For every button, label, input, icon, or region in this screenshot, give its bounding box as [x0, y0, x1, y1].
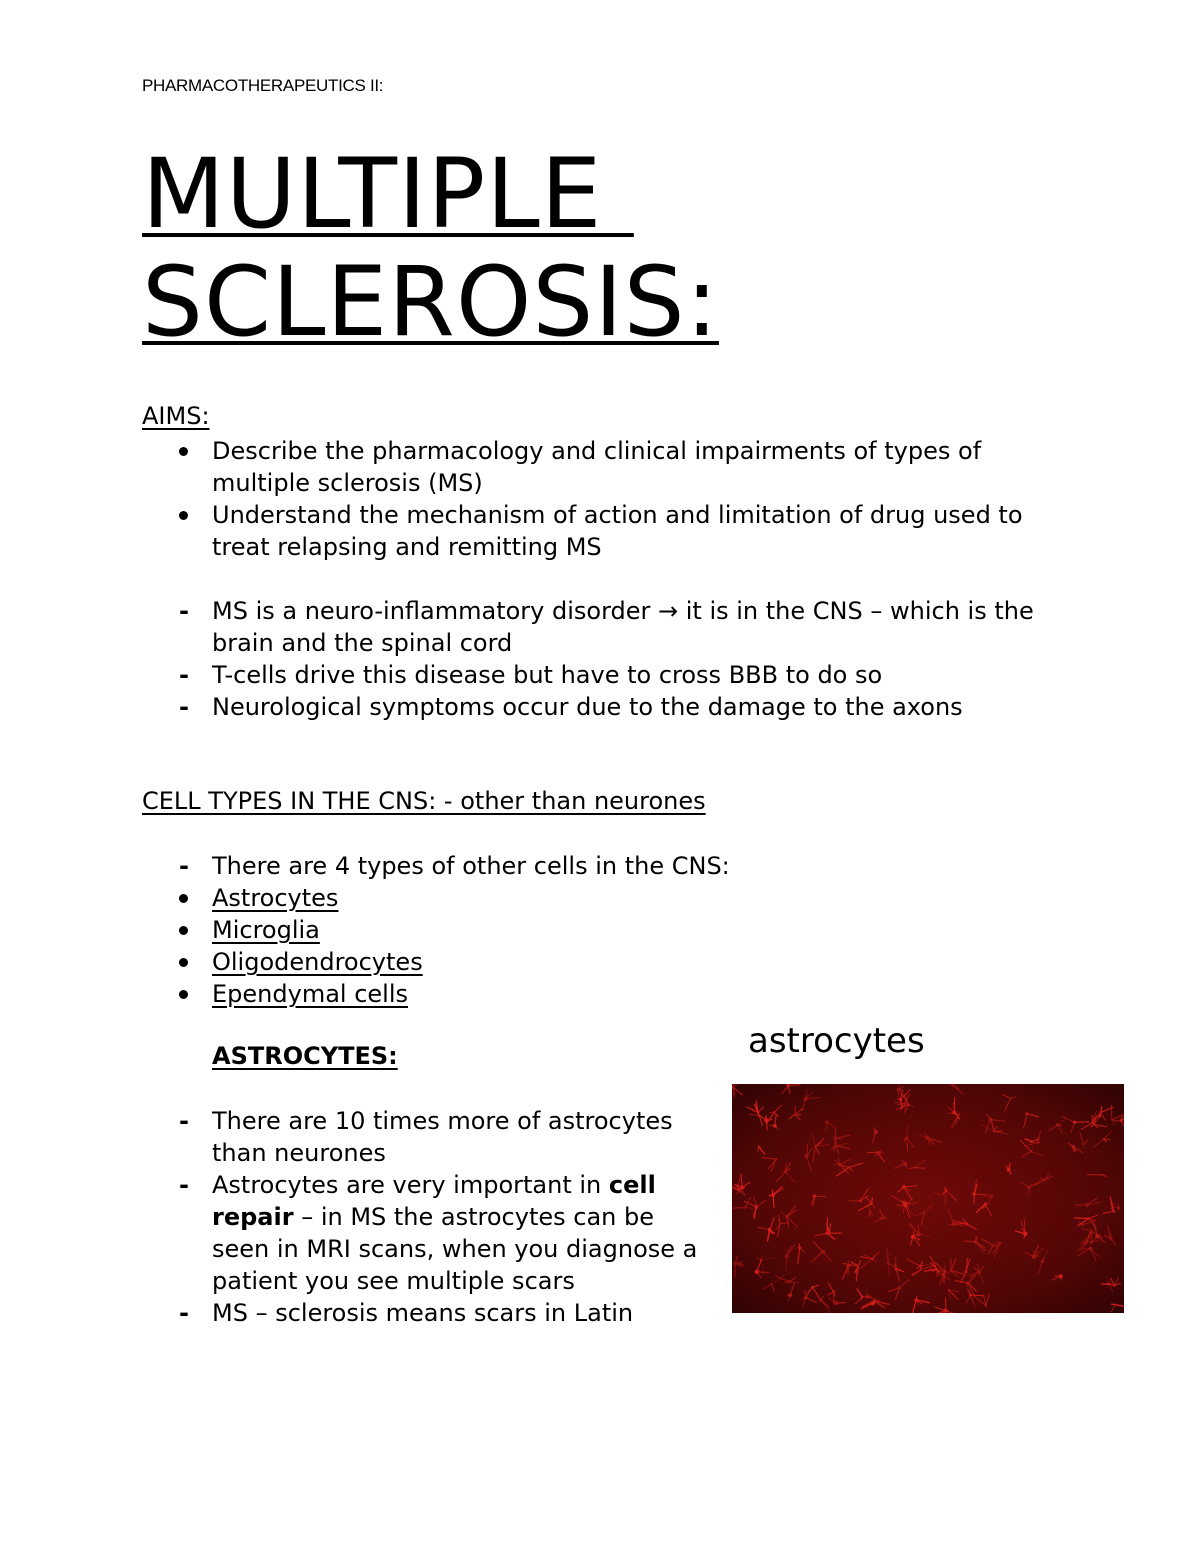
dash-icon: -: [179, 1171, 189, 1199]
list-item: - T-cells drive this disease but have to cross BBB to do so: [142, 659, 1042, 691]
aims-list: [142, 435, 1082, 563]
list-item: - There are 10 times more of astrocytes than neurones: [142, 1105, 712, 1169]
list-item: Astrocytes: [142, 882, 1042, 914]
list-item: Oligodendrocytes: [142, 946, 1042, 978]
list-item: Describe the pharmacology and clinical impairments of types of multiple sclerosis (MS): [142, 435, 1082, 499]
dash-icon: -: [179, 852, 189, 880]
list-item: - MS – sclerosis means scars in Latin: [142, 1297, 712, 1329]
dash-icon: -: [179, 1299, 189, 1327]
list-item: - There are 4 types of other cells in the CNS:: [142, 850, 1042, 882]
dash-icon: -: [179, 1107, 189, 1135]
bullet-icon: [179, 958, 188, 967]
title-line-1: MULTIPLE: [142, 138, 634, 250]
astrocytes-heading: ASTROCYTES:: [212, 1042, 398, 1070]
cell-types-list: [142, 850, 1042, 1010]
micrograph-image: [732, 1084, 1124, 1313]
dash-icon: -: [179, 693, 189, 721]
list-item: Microglia: [142, 914, 1042, 946]
dash-icon: -: [179, 661, 189, 689]
ms-facts-list: [142, 595, 1042, 723]
list-item: Ependymal cells: [142, 978, 1042, 1010]
title-line-2: SCLEROSIS:: [142, 246, 719, 358]
list-item: - Astrocytes are very important in cell repair – in MS the astrocytes can be seen in MRI scans, when you diagnose a patient you see multiple scars: [142, 1169, 712, 1297]
list-item: - MS is a neuro-inflammatory disorder → it is in the CNS – which is the brain and the spinal cord: [142, 595, 1042, 659]
figure-caption: astrocytes: [748, 1021, 925, 1061]
bullet-icon: [179, 447, 188, 456]
page-title: [142, 140, 719, 356]
astrocytes-list: [142, 1105, 712, 1329]
document-header: PHARMACOTHERAPEUTICS II:: [142, 76, 384, 95]
bullet-icon: [179, 926, 188, 935]
bullet-icon: [179, 894, 188, 903]
astrocytes-micrograph: [732, 1084, 1124, 1313]
bullet-icon: [179, 511, 188, 520]
dash-icon: -: [179, 597, 189, 625]
cell-types-heading: CELL TYPES IN THE CNS: - other than neurones: [142, 787, 706, 815]
list-item: - Neurological symptoms occur due to the damage to the axons: [142, 691, 1042, 723]
bullet-icon: [179, 990, 188, 999]
aims-heading: AIMS:: [142, 402, 210, 430]
list-item: Understand the mechanism of action and limitation of drug used to treat relapsing and remitting MS: [142, 499, 1082, 563]
